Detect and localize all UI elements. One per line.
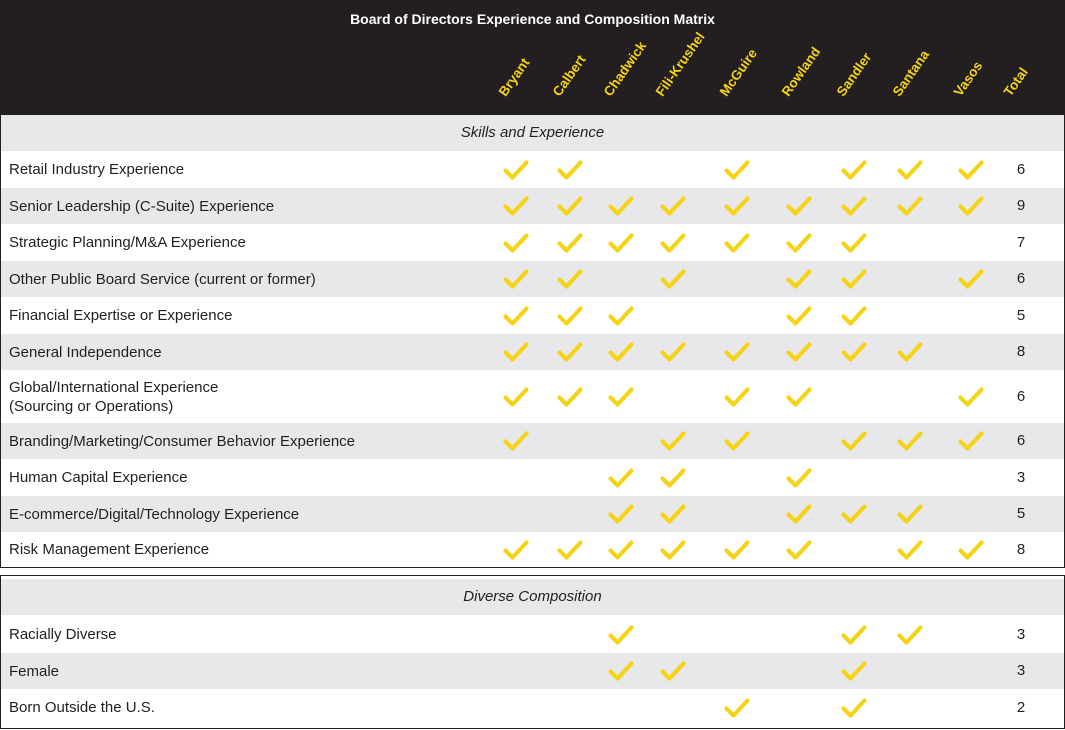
check-icon-rowland bbox=[786, 467, 812, 489]
row-label: Female bbox=[9, 663, 60, 680]
row-total: 3 bbox=[1016, 626, 1026, 643]
check-icon-sandler bbox=[841, 503, 867, 525]
matrix-row-other-public-board-service-current-or-fo bbox=[1, 261, 1064, 297]
row-label: Born Outside the U.S. bbox=[9, 699, 155, 716]
matrix-row-financial-expertise-or-experience bbox=[1, 297, 1064, 334]
check-icon-fili-krushel bbox=[660, 195, 686, 217]
row-label: General Independence bbox=[9, 344, 162, 361]
check-icon-bryant bbox=[503, 159, 529, 181]
check-icon-mcguire bbox=[724, 386, 750, 408]
check-icon-sandler bbox=[841, 305, 867, 327]
check-icon-bryant bbox=[503, 305, 529, 327]
row-label: Global/International Experience (Sourcing or Operations) bbox=[9, 379, 219, 415]
check-icon-rowland bbox=[786, 195, 812, 217]
check-icon-santana bbox=[897, 341, 923, 363]
check-icon-rowland bbox=[786, 232, 812, 254]
check-icon-rowland bbox=[786, 268, 812, 290]
check-icon-vasos bbox=[958, 159, 984, 181]
check-icon-sandler bbox=[841, 232, 867, 254]
check-icon-bryant bbox=[503, 268, 529, 290]
check-icon-mcguire bbox=[724, 539, 750, 561]
check-icon-chadwick bbox=[608, 341, 634, 363]
row-total: 3 bbox=[1016, 662, 1026, 679]
section-title: Diverse Composition bbox=[1, 579, 1064, 615]
check-icon-chadwick bbox=[608, 503, 634, 525]
row-label: Financial Expertise or Experience bbox=[9, 307, 233, 324]
check-icon-bryant bbox=[503, 430, 529, 452]
check-icon-rowland bbox=[786, 503, 812, 525]
check-icon-fili-krushel bbox=[660, 232, 686, 254]
check-icon-sandler bbox=[841, 341, 867, 363]
column-header-fili-krushel: Fili-Krushel bbox=[652, 29, 708, 99]
row-label: Racially Diverse bbox=[9, 626, 117, 643]
column-header-total: Total bbox=[1000, 64, 1031, 99]
column-header-santana: Santana bbox=[889, 47, 933, 99]
check-icon-calbert bbox=[557, 268, 583, 290]
check-icon-sandler bbox=[841, 268, 867, 290]
matrix-row-born-outside-the-u-s bbox=[1, 689, 1064, 726]
check-icon-mcguire bbox=[724, 195, 750, 217]
check-icon-vasos bbox=[958, 430, 984, 452]
row-label: E-commerce/Digital/Technology Experience bbox=[9, 506, 300, 523]
column-header-chadwick: Chadwick bbox=[600, 38, 650, 99]
check-icon-fili-krushel bbox=[660, 660, 686, 682]
check-icon-santana bbox=[897, 159, 923, 181]
matrix-row-female bbox=[1, 653, 1064, 689]
matrix-row-general-independence bbox=[1, 334, 1064, 370]
skills-experience-section bbox=[0, 114, 1065, 568]
diverse-composition-section bbox=[0, 575, 1065, 729]
matrix-row-human-capital-experience bbox=[1, 459, 1064, 496]
row-total: 3 bbox=[1016, 469, 1026, 486]
check-icon-santana bbox=[897, 195, 923, 217]
column-header-vasos: Vasos bbox=[950, 58, 986, 99]
check-icon-santana bbox=[897, 503, 923, 525]
check-icon-bryant bbox=[503, 341, 529, 363]
column-header-bryant: Bryant bbox=[495, 55, 533, 99]
check-icon-mcguire bbox=[724, 697, 750, 719]
row-total: 6 bbox=[1016, 432, 1026, 449]
check-icon-vasos bbox=[958, 539, 984, 561]
row-total: 6 bbox=[1016, 388, 1026, 405]
check-icon-sandler bbox=[841, 697, 867, 719]
row-label: Other Public Board Service (current or former) bbox=[9, 271, 316, 288]
check-icon-calbert bbox=[557, 539, 583, 561]
check-icon-calbert bbox=[557, 386, 583, 408]
row-total: 9 bbox=[1016, 197, 1026, 214]
check-icon-calbert bbox=[557, 195, 583, 217]
matrix-row-senior-leadership-c-suite-experience bbox=[1, 188, 1064, 224]
check-icon-calbert bbox=[557, 159, 583, 181]
matrix-row-e-commerce-digital-technology-experience bbox=[1, 496, 1064, 532]
check-icon-chadwick bbox=[608, 539, 634, 561]
row-total: 8 bbox=[1016, 343, 1026, 360]
check-icon-calbert bbox=[557, 341, 583, 363]
matrix-title: Board of Directors Experience and Composition Matrix bbox=[350, 11, 715, 27]
row-total: 6 bbox=[1016, 270, 1026, 287]
section-title: Skills and Experience bbox=[1, 115, 1064, 151]
check-icon-bryant bbox=[503, 539, 529, 561]
check-icon-bryant bbox=[503, 386, 529, 408]
check-icon-fili-krushel bbox=[660, 539, 686, 561]
row-total: 6 bbox=[1016, 161, 1026, 178]
check-icon-santana bbox=[897, 430, 923, 452]
row-total: 8 bbox=[1016, 541, 1026, 558]
check-icon-vasos bbox=[958, 195, 984, 217]
matrix-row-strategic-planning-m-a-experience bbox=[1, 224, 1064, 261]
row-total: 2 bbox=[1016, 699, 1026, 716]
check-icon-mcguire bbox=[724, 159, 750, 181]
check-icon-rowland bbox=[786, 539, 812, 561]
check-icon-sandler bbox=[841, 195, 867, 217]
row-label: Risk Management Experience bbox=[9, 541, 210, 558]
check-icon-rowland bbox=[786, 386, 812, 408]
check-icon-bryant bbox=[503, 195, 529, 217]
row-label: Retail Industry Experience bbox=[9, 161, 185, 178]
row-total: 5 bbox=[1016, 505, 1026, 522]
check-icon-chadwick bbox=[608, 232, 634, 254]
column-header-sandler: Sandler bbox=[833, 49, 875, 99]
check-icon-fili-krushel bbox=[660, 341, 686, 363]
row-label: Human Capital Experience bbox=[9, 469, 188, 486]
check-icon-chadwick bbox=[608, 195, 634, 217]
row-total: 5 bbox=[1016, 307, 1026, 324]
matrix-header bbox=[0, 0, 1065, 114]
check-icon-vasos bbox=[958, 268, 984, 290]
matrix-row-global-international-experience-sourcing bbox=[1, 370, 1064, 423]
row-label: Strategic Planning/M&A Experience bbox=[9, 234, 246, 251]
check-icon-sandler bbox=[841, 430, 867, 452]
check-icon-sandler bbox=[841, 660, 867, 682]
matrix-row-retail-industry-experience bbox=[1, 151, 1064, 188]
check-icon-vasos bbox=[958, 386, 984, 408]
column-header-rowland: Rowland bbox=[778, 44, 824, 99]
check-icon-rowland bbox=[786, 341, 812, 363]
matrix-row-racially-diverse bbox=[1, 616, 1064, 653]
check-icon-chadwick bbox=[608, 467, 634, 489]
column-header-calbert: Calbert bbox=[549, 52, 589, 99]
check-icon-fili-krushel bbox=[660, 467, 686, 489]
check-icon-mcguire bbox=[724, 341, 750, 363]
check-icon-santana bbox=[897, 539, 923, 561]
check-icon-rowland bbox=[786, 305, 812, 327]
check-icon-calbert bbox=[557, 305, 583, 327]
column-header-mcguire: McGuire bbox=[716, 46, 760, 99]
check-icon-santana bbox=[897, 624, 923, 646]
check-icon-mcguire bbox=[724, 232, 750, 254]
check-icon-mcguire bbox=[724, 430, 750, 452]
row-label: Senior Leadership (C-Suite) Experience bbox=[9, 198, 275, 215]
row-total: 7 bbox=[1016, 234, 1026, 251]
matrix-row-risk-management-experience bbox=[1, 532, 1064, 567]
check-icon-chadwick bbox=[608, 660, 634, 682]
check-icon-sandler bbox=[841, 624, 867, 646]
check-icon-chadwick bbox=[608, 386, 634, 408]
check-icon-chadwick bbox=[608, 305, 634, 327]
check-icon-fili-krushel bbox=[660, 268, 686, 290]
check-icon-calbert bbox=[557, 232, 583, 254]
row-label: Branding/Marketing/Consumer Behavior Experience bbox=[9, 433, 356, 450]
check-icon-chadwick bbox=[608, 624, 634, 646]
check-icon-fili-krushel bbox=[660, 430, 686, 452]
check-icon-fili-krushel bbox=[660, 503, 686, 525]
matrix-row-branding-marketing-consumer-behavior-exp bbox=[1, 423, 1064, 459]
check-icon-sandler bbox=[841, 159, 867, 181]
check-icon-bryant bbox=[503, 232, 529, 254]
